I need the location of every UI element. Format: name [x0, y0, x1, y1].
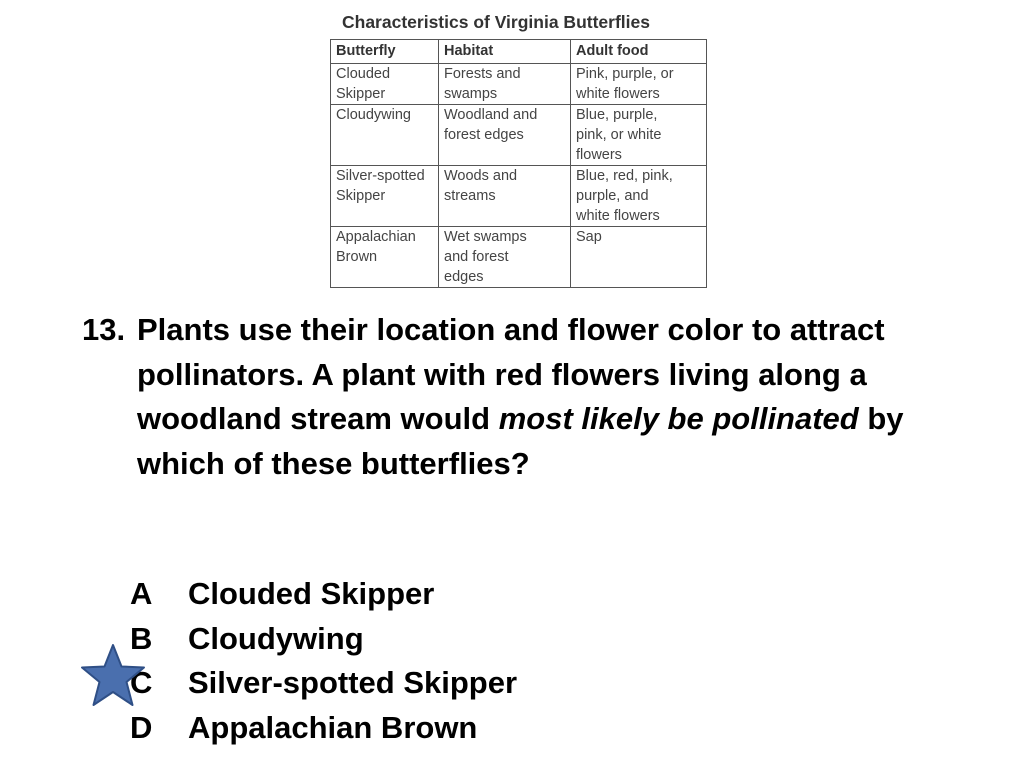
star-shape	[82, 645, 144, 705]
question-text-tail: by which of these butterflies?	[137, 401, 904, 481]
star-icon	[80, 643, 146, 709]
choice-a[interactable]	[130, 572, 630, 617]
choice-text: Cloudywing	[188, 620, 364, 656]
choice-letter: A	[130, 576, 153, 611]
choice-text: Clouded Skipper	[188, 576, 435, 611]
cell-habitat: Woodland and forest edges	[439, 105, 571, 166]
question-emphasis: most likely be pollinated	[498, 401, 859, 437]
question-number: 13.	[82, 312, 126, 347]
choice-letter: C	[130, 665, 153, 701]
cell-habitat: Wet swamps and forest edges	[439, 227, 571, 288]
choice-text: Appalachian Brown	[188, 709, 478, 745]
choice-c[interactable]	[130, 661, 630, 706]
header-butterfly: Butterfly	[331, 40, 439, 64]
choice-letter: D	[130, 709, 153, 745]
cell-butterfly: Appalachian Brown	[331, 227, 439, 288]
cell-adult-food: Pink, purple, or white flowers	[571, 64, 707, 105]
table-row	[331, 166, 707, 227]
butterfly-table	[330, 39, 707, 288]
choice-b[interactable]	[130, 617, 630, 662]
cell-adult-food: Blue, red, pink, purple, and white flowers	[571, 166, 707, 227]
cell-butterfly: Silver-spotted Skipper	[331, 166, 439, 227]
choice-text: Silver-spotted Skipper	[188, 665, 518, 701]
table-row	[331, 64, 707, 105]
cell-butterfly: Cloudywing	[331, 105, 439, 166]
table-row	[331, 227, 707, 288]
cell-habitat: Forests and swamps	[439, 64, 571, 105]
choice-letter: B	[130, 620, 153, 656]
cell-adult-food: Blue, purple, pink, or white flowers	[571, 105, 707, 166]
question-text	[137, 308, 937, 486]
header-habitat: Habitat	[439, 40, 571, 64]
cell-adult-food: Sap	[571, 227, 707, 288]
question-text-lead: Plants use their location and flower color to attract pollinators. A plant with red flowers living along a woodland stream would	[137, 312, 885, 437]
cell-butterfly: Clouded Skipper	[331, 64, 439, 105]
table-row	[331, 105, 707, 166]
header-adult-food: Adult food	[571, 40, 707, 64]
table-title: Characteristics of Virginia Butterflies	[342, 12, 650, 32]
table-header-row	[331, 40, 707, 64]
answer-choices	[130, 572, 630, 750]
cell-habitat: Woods and streams	[439, 166, 571, 227]
choice-d[interactable]	[130, 706, 630, 751]
butterfly-table-container	[330, 39, 706, 286]
